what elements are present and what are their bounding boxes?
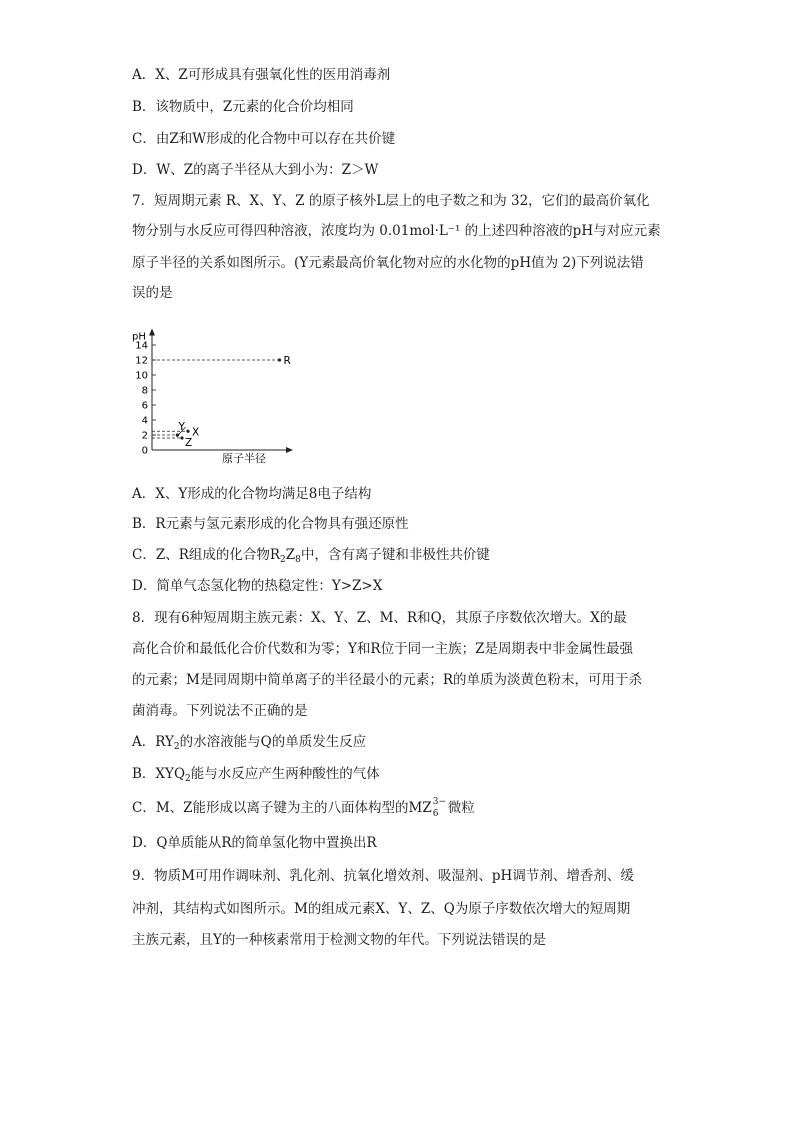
q7-stem-line: 原子半径的关系如图所示。(Y元素最高价氧化物对应的水化物的pH值为 2)下列说法错: [132, 255, 644, 271]
q8-stem-line: 高化合价和最低化合价代数和为零；Y和R位于同一主族；Z是周期表中非金属性最强: [132, 641, 633, 657]
data-point: [278, 358, 281, 361]
y-tick-label: 14: [135, 340, 148, 352]
q7-stem-line: 7．短周期元素 R、X、Y、Z 的原子核外L层上的电子数之和为 32，它们的最高价氧化: [132, 193, 650, 209]
option-b: B．该物质中，Z元素的化合价均相同: [132, 99, 354, 115]
option-c: C．由Z和W形成的化合物中可以存在共价键: [132, 131, 396, 147]
q7-option-a: A．X、Y形成的化合物均满足8电子结构: [132, 486, 372, 502]
q8-option-a: A．$RY_2$的水溶液能与Q的单质发生反应: [132, 734, 367, 752]
q7-option-c: C．Z、R组成的化合物$R_2Z_8$中，含有离子键和非极性共价键: [132, 547, 490, 565]
q7-option-b: B．R元素与氢元素形成的化合物具有强还原性: [132, 516, 409, 532]
point-label: X: [192, 426, 200, 439]
x-axis-label: 原子半径: [222, 452, 266, 465]
q8-stem-line: 8．现有6种短周期主族元素：X、Y、Z、M、R和Q，其原子序数依次增大。X的最: [132, 610, 627, 626]
q9-stem-line: 主族元素，且Y的一种核素常用于检测文物的年代。下列说法错误的是: [132, 932, 546, 948]
y-axis-arrow: [149, 329, 155, 336]
option-d: D．W、Z的离子半径从大到小为：Z＞W: [132, 162, 379, 178]
point-label: Y: [178, 421, 185, 433]
q9-stem-line: 冲剂，其结构式如图所示。M的组成元素X、Y、Z、Q为原子序数依次增大的短周期: [132, 901, 631, 917]
q7-stem-line: 物分别与水反应可得四种溶液，浓度均为 0.01mol·L⁻¹ 的上述四种溶液的pH与对应元素: [132, 223, 661, 239]
point-label: R: [283, 355, 291, 367]
data-point: [186, 430, 189, 433]
y-tick-label: 2: [141, 430, 148, 442]
q9-stem-line: 9．物质M可用作调味剂、乳化剂、抗氧化增效剂、吸湿剂、pH调节剂、增香剂、缓: [132, 868, 634, 884]
x-axis-arrow: [286, 447, 293, 453]
y-tick-label: 0: [141, 445, 148, 457]
y-tick-label: 4: [141, 415, 148, 427]
y-axis-label: pH: [132, 331, 146, 343]
q8-option-b: B．$XYQ_2$能与水反应产生两种酸性的气体: [132, 766, 380, 784]
y-tick-label: 10: [135, 370, 148, 382]
y-tick-label: 12: [135, 355, 148, 367]
q8-stem-line: 菌消毒。下列说法不正确的是: [132, 703, 308, 719]
q8-option-d: D．Q单质能从R的简单氢化物中置换出R: [132, 835, 377, 851]
point-label: Z: [185, 437, 193, 449]
y-tick-label: 8: [141, 385, 148, 397]
y-tick-label: 6: [141, 400, 148, 412]
q7-option-d: D．简单气态氢化物的热稳定性：Y>Z>X: [132, 578, 383, 594]
data-point: [180, 436, 183, 439]
q8-option-c: C．M、Z能形成以离子键为主的八面体构型的MZ 3− 6 微粒: [132, 797, 475, 819]
q7-stem-line: 误的是: [132, 285, 173, 301]
ph-radius-chart: [128, 318, 308, 468]
q8-stem-line: 的元素；M是同周期中简单离子的半径最小的元素；R的单质为淡黄色粉末，可用于杀: [132, 672, 642, 688]
option-a: A．X、Z可形成具有强氧化性的医用消毒剂: [132, 67, 391, 83]
